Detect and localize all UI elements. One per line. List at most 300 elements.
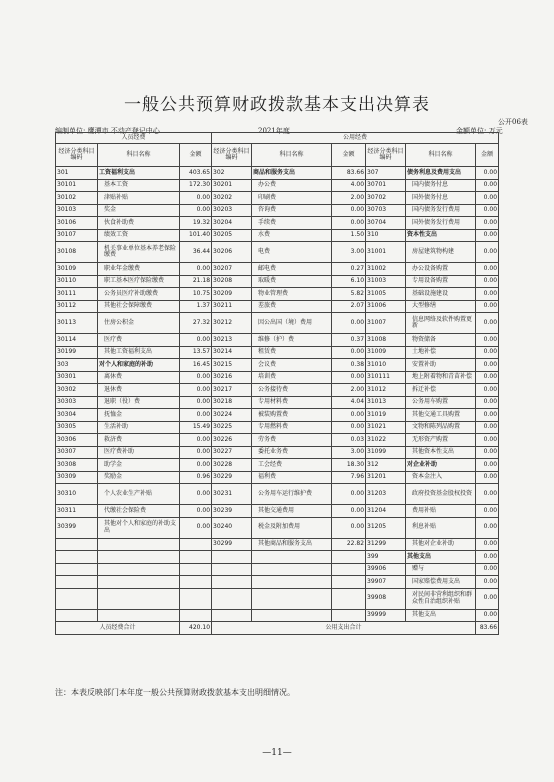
cell-code: 31205: [366, 517, 406, 538]
cell-amount: 0.00: [180, 434, 212, 447]
cell-code: 30107: [56, 229, 98, 242]
cell-name: 其他交通工具购置: [406, 409, 476, 422]
table-row: [56, 384, 499, 397]
table-row: [56, 609, 499, 622]
cell-amount: 0.00: [476, 288, 499, 301]
cell-code: 31002: [366, 263, 406, 276]
cell-name: 专用燃料费: [252, 421, 332, 434]
cell-code: [212, 563, 252, 576]
cell-code: 307: [366, 167, 406, 180]
cell-code: 30203: [212, 204, 252, 217]
cell-amount: 0.00: [476, 384, 499, 397]
cell-amount: 15.49: [180, 421, 212, 434]
cell-code: 30101: [56, 179, 98, 192]
cell-name: 医疗费补助: [98, 446, 180, 459]
cell-name: 基本工资: [98, 179, 180, 192]
table-row: [56, 192, 499, 205]
cell-name: 其他商品和服务支出: [252, 538, 332, 551]
cell-name: 对民间非营利组织和群众性自治组织补贴: [406, 588, 476, 609]
cell-name: [98, 588, 180, 609]
cell-code: 30111: [56, 288, 98, 301]
cell-code: 30225: [212, 421, 252, 434]
cell-amount: 6.10: [332, 275, 366, 288]
cell-name: 电费: [252, 242, 332, 263]
table-row: [56, 538, 499, 551]
cell-name: 印刷费: [252, 192, 332, 205]
cell-name: 救济费: [98, 434, 180, 447]
cell-code: 31001: [366, 242, 406, 263]
cell-name: 公务员医疗补助缴费: [98, 288, 180, 301]
cell-code: 30227: [212, 446, 252, 459]
cell-name: 其他工资福利支出: [98, 346, 180, 359]
cell-name: 伙食补助费: [98, 217, 180, 230]
cell-code: 31099: [366, 446, 406, 459]
cell-name: 职工基本医疗保险缴费: [98, 275, 180, 288]
cell-code: 30305: [56, 421, 98, 434]
cell-name: [252, 563, 332, 576]
table-row: [56, 471, 499, 484]
cell-amount: 4.00: [332, 179, 366, 192]
cell-name: 奖金: [98, 204, 180, 217]
table-row: [56, 359, 499, 372]
cell-name: 无形资产购置: [406, 434, 476, 447]
cell-amount: 0.00: [332, 409, 366, 422]
cell-amount: 0.00: [332, 217, 366, 230]
cell-amount: 0.38: [332, 359, 366, 372]
table-row: [56, 563, 499, 576]
cell-amount: 2.07: [332, 300, 366, 313]
cell-amount: 0.00: [476, 434, 499, 447]
cell-name: 大型修缮: [406, 300, 476, 313]
cell-amount: [332, 563, 366, 576]
cell-name: 资本性支出: [406, 229, 476, 242]
cell-code: 31005: [366, 288, 406, 301]
cell-amount: 0.00: [180, 459, 212, 472]
cell-amount: 83.66: [332, 167, 366, 180]
cell-amount: 0.37: [332, 334, 366, 347]
cell-name: 国外债务付息: [406, 192, 476, 205]
cell-amount: 403.65: [180, 167, 212, 180]
cell-name: 代缴社会保险费: [98, 505, 180, 518]
cell-code: 30399: [56, 517, 98, 538]
cell-amount: 0.00: [476, 300, 499, 313]
cell-amount: [180, 538, 212, 551]
cell-amount: 0.00: [180, 384, 212, 397]
cell-code: 30205: [212, 229, 252, 242]
cell-name: 安置补助: [406, 359, 476, 372]
header-code: 经济分类科目编码: [56, 144, 98, 167]
cell-name: 职业年金缴费: [98, 263, 180, 276]
cell-code: 30211: [212, 300, 252, 313]
cell-amount: 0.00: [476, 484, 499, 505]
cell-code: 30109: [56, 263, 98, 276]
cell-amount: 0.00: [332, 517, 366, 538]
cell-code: 31022: [366, 434, 406, 447]
cell-code: 30306: [56, 434, 98, 447]
cell-code: 30226: [212, 434, 252, 447]
cell-amount: 10.75: [180, 288, 212, 301]
cell-amount: 0.00: [332, 505, 366, 518]
cell-name: 债务利息及费用支出: [406, 167, 476, 180]
cell-code: 31012: [366, 384, 406, 397]
cell-name: [98, 563, 180, 576]
cell-amount: 0.00: [180, 517, 212, 538]
header-name: 科目名称: [98, 144, 180, 167]
personnel-total-value: 420.10: [180, 622, 212, 635]
cell-name: 费用补贴: [406, 505, 476, 518]
header-code: 经济分类科目编码: [212, 144, 252, 167]
table-row: [56, 588, 499, 609]
table-row: [56, 434, 499, 447]
cell-name: 国家赔偿费用支出: [406, 576, 476, 589]
cell-amount: 0.00: [332, 204, 366, 217]
cell-name: 其他资本性支出: [406, 446, 476, 459]
table-row: [56, 263, 499, 276]
cell-code: 30311: [56, 505, 98, 518]
table-row: [56, 576, 499, 589]
cell-amount: 22.82: [332, 538, 366, 551]
cell-code: 30201: [212, 179, 252, 192]
cell-amount: 0.00: [476, 409, 499, 422]
cell-amount: [332, 588, 366, 609]
cell-amount: 0.00: [476, 359, 499, 372]
cell-code: 30214: [212, 346, 252, 359]
header-amount: 金额: [180, 144, 212, 167]
table-row: [56, 517, 499, 538]
cell-name: 医疗费: [98, 334, 180, 347]
cell-code: 30231: [212, 484, 252, 505]
table-row: [56, 346, 499, 359]
cell-name: 奖励金: [98, 471, 180, 484]
cell-amount: 0.00: [476, 517, 499, 538]
cell-name: 住房公积金: [98, 313, 180, 334]
cell-code: 30103: [56, 204, 98, 217]
cell-name: 房屋建筑物构建: [406, 242, 476, 263]
cell-amount: 0.00: [332, 346, 366, 359]
cell-name: 维修（护）费: [252, 334, 332, 347]
cell-name: 国内债务发行费用: [406, 204, 476, 217]
cell-code: 30299: [212, 538, 252, 551]
cell-code: 30228: [212, 459, 252, 472]
cell-name: 土地补偿: [406, 346, 476, 359]
totals-row: [56, 622, 499, 635]
cell-name: 水费: [252, 229, 332, 242]
cell-code: 31013: [366, 396, 406, 409]
cell-name: 福利费: [252, 471, 332, 484]
table-row: [56, 371, 499, 384]
cell-amount: 0.00: [476, 396, 499, 409]
cell-amount: 0.00: [180, 484, 212, 505]
table-row: [56, 179, 499, 192]
cell-amount: 0.00: [476, 192, 499, 205]
table-row: [56, 300, 499, 313]
cell-amount: [332, 576, 366, 589]
cell-name: [252, 551, 332, 564]
cell-code: 30106: [56, 217, 98, 230]
cell-code: 31009: [366, 346, 406, 359]
cell-code: 30307: [56, 446, 98, 459]
cell-name: [252, 588, 332, 609]
footnote: 注：本表反映部门本年度一般公共预算财政拨款基本支出明细情况。: [55, 688, 295, 697]
cell-name: 公务用车购置: [406, 396, 476, 409]
cell-name: 机关事业单位基本养老保险缴费: [98, 242, 180, 263]
cell-amount: 0.00: [476, 551, 499, 564]
cell-code: 30108: [56, 242, 98, 263]
cell-name: 公务接待费: [252, 384, 332, 397]
cell-amount: 101.40: [180, 229, 212, 242]
table-row: [56, 334, 499, 347]
cell-name: 办公设备购置: [406, 263, 476, 276]
cell-amount: 0.00: [476, 371, 499, 384]
cell-amount: 0.00: [180, 396, 212, 409]
table-row: [56, 288, 499, 301]
cell-name: 生活补助: [98, 421, 180, 434]
cell-amount: 1.37: [180, 300, 212, 313]
cell-code: 303: [56, 359, 98, 372]
cell-name: 手续费: [252, 217, 332, 230]
cell-name: 津贴补贴: [98, 192, 180, 205]
cell-name: 被装购置费: [252, 409, 332, 422]
table-row: [56, 242, 499, 263]
cell-code: 31299: [366, 538, 406, 551]
cell-code: 30199: [56, 346, 98, 359]
public-total-value: 83.66: [476, 622, 499, 635]
cell-amount: 0.00: [180, 263, 212, 276]
cell-code: 30216: [212, 371, 252, 384]
table-row: [56, 505, 499, 518]
cell-code: 30309: [56, 471, 98, 484]
table-row: [56, 204, 499, 217]
cell-name: 赠与: [406, 563, 476, 576]
header-personnel: 人员经费: [56, 133, 212, 144]
cell-amount: 0.00: [180, 192, 212, 205]
cell-name: [252, 609, 332, 622]
cell-name: 抚恤金: [98, 409, 180, 422]
cell-name: 对企业补助: [406, 459, 476, 472]
cell-amount: 0.00: [180, 204, 212, 217]
cell-amount: 18.30: [332, 459, 366, 472]
cell-amount: 0.96: [180, 471, 212, 484]
cell-amount: 36.44: [180, 242, 212, 263]
cell-name: [252, 576, 332, 589]
cell-code: 39906: [366, 563, 406, 576]
cell-amount: 16.45: [180, 359, 212, 372]
cell-code: 31021: [366, 421, 406, 434]
cell-name: 因公出国（境）费用: [252, 313, 332, 334]
cell-amount: 19.32: [180, 217, 212, 230]
cell-code: 30206: [212, 242, 252, 263]
cell-code: 30308: [56, 459, 98, 472]
cell-name: 咨询费: [252, 204, 332, 217]
cell-code: 30703: [366, 204, 406, 217]
cell-code: 30112: [56, 300, 98, 313]
amount-unit: 金额单位: 万元: [456, 127, 503, 135]
cell-amount: 0.00: [476, 167, 499, 180]
cell-amount: 0.00: [476, 313, 499, 334]
cell-name: 文物和陈列品购置: [406, 421, 476, 434]
cell-code: 302: [212, 167, 252, 180]
cell-amount: 13.57: [180, 346, 212, 359]
cell-amount: 172.30: [180, 179, 212, 192]
cell-name: 取暖费: [252, 275, 332, 288]
cell-code: 31006: [366, 300, 406, 313]
cell-name: 其他社会保障缴费: [98, 300, 180, 313]
cell-name: 利息补贴: [406, 517, 476, 538]
cell-code: [212, 588, 252, 609]
page-title: 一般公共预算财政拨款基本支出决算表: [124, 95, 430, 115]
cell-amount: 0.00: [476, 576, 499, 589]
unit-label: 编制单位: 鹰潭市 不动产登记中心: [55, 127, 160, 135]
cell-name: 其他支出: [406, 609, 476, 622]
cell-code: 30304: [56, 409, 98, 422]
cell-amount: 0.00: [476, 563, 499, 576]
cell-name: 拆迁补偿: [406, 384, 476, 397]
cell-name: 商品和服务支出: [252, 167, 332, 180]
cell-code: 310111: [366, 371, 406, 384]
cell-amount: 0.00: [180, 409, 212, 422]
cell-code: 310: [366, 229, 406, 242]
cell-code: [212, 609, 252, 622]
table-row: [56, 551, 499, 564]
cell-name: 专用材料费: [252, 396, 332, 409]
cell-name: 劳务费: [252, 434, 332, 447]
cell-amount: 0.00: [180, 371, 212, 384]
cell-amount: 0.00: [476, 204, 499, 217]
cell-amount: [332, 609, 366, 622]
public-total-label: 公用支出合计: [212, 622, 476, 635]
cell-code: 31201: [366, 471, 406, 484]
cell-code: 30212: [212, 313, 252, 334]
cell-code: 30239: [212, 505, 252, 518]
cell-amount: 0.00: [476, 538, 499, 551]
cell-amount: 0.00: [476, 217, 499, 230]
cell-amount: 5.82: [332, 288, 366, 301]
cell-code: 30207: [212, 263, 252, 276]
cell-code: 31007: [366, 313, 406, 334]
cell-name: 基础设施建设: [406, 288, 476, 301]
cell-amount: 2.00: [332, 192, 366, 205]
cell-amount: [180, 551, 212, 564]
cell-amount: 0.00: [332, 371, 366, 384]
cell-amount: 0.00: [332, 421, 366, 434]
cell-amount: 0.00: [476, 471, 499, 484]
cell-amount: 0.00: [476, 459, 499, 472]
cell-amount: 0.00: [476, 346, 499, 359]
cell-amount: 0.00: [476, 505, 499, 518]
cell-code: 30202: [212, 192, 252, 205]
cell-amount: [180, 588, 212, 609]
cell-amount: 0.00: [476, 609, 499, 622]
cell-code: 30204: [212, 217, 252, 230]
cell-name: 邮电费: [252, 263, 332, 276]
cell-name: [98, 576, 180, 589]
cell-amount: 0.00: [180, 446, 212, 459]
cell-code: [56, 588, 98, 609]
cell-code: 31204: [366, 505, 406, 518]
cell-name: 退职（役）费: [98, 396, 180, 409]
cell-code: 30215: [212, 359, 252, 372]
cell-name: 公务用车运行维护费: [252, 484, 332, 505]
cell-amount: 0.00: [476, 588, 499, 609]
cell-amount: 27.32: [180, 313, 212, 334]
cell-name: 其他对企业补助: [406, 538, 476, 551]
year-label: 2021年度: [258, 127, 290, 135]
cell-code: 30102: [56, 192, 98, 205]
cell-code: 30110: [56, 275, 98, 288]
cell-code: 39908: [366, 588, 406, 609]
cell-code: 312: [366, 459, 406, 472]
cell-amount: 0.00: [476, 263, 499, 276]
cell-name: 个人农业生产补贴: [98, 484, 180, 505]
cell-code: 31008: [366, 334, 406, 347]
cell-name: 物资储备: [406, 334, 476, 347]
cell-name: 信息网络及软件购置更新: [406, 313, 476, 334]
cell-name: 委托业务费: [252, 446, 332, 459]
cell-name: 工会经费: [252, 459, 332, 472]
header-amount: 金额: [476, 144, 499, 167]
cell-name: 助学金: [98, 459, 180, 472]
cell-code: 30114: [56, 334, 98, 347]
cell-code: [56, 551, 98, 564]
cell-name: 物业管理费: [252, 288, 332, 301]
table-row: [56, 446, 499, 459]
header-name: 科目名称: [252, 144, 332, 167]
cell-code: 31019: [366, 409, 406, 422]
cell-code: 30218: [212, 396, 252, 409]
table-row: [56, 229, 499, 242]
cell-code: [56, 576, 98, 589]
cell-amount: 7.96: [332, 471, 366, 484]
cell-amount: 4.04: [332, 396, 366, 409]
cell-code: [212, 551, 252, 564]
cell-code: 39999: [366, 609, 406, 622]
cell-name: 离休费: [98, 371, 180, 384]
cell-amount: 0.00: [476, 334, 499, 347]
cell-amount: [332, 551, 366, 564]
cell-amount: 0.00: [332, 313, 366, 334]
cell-name: 对个人和家庭的补助: [98, 359, 180, 372]
cell-name: 地上附着物和青苗补偿: [406, 371, 476, 384]
table-row: [56, 313, 499, 334]
cell-amount: [180, 563, 212, 576]
cell-code: 30217: [212, 384, 252, 397]
cell-code: 30209: [212, 288, 252, 301]
cell-code: [212, 576, 252, 589]
cell-name: 资本金注入: [406, 471, 476, 484]
cell-code: 30303: [56, 396, 98, 409]
cell-code: 31003: [366, 275, 406, 288]
table-row: [56, 459, 499, 472]
cell-code: 31203: [366, 484, 406, 505]
header-public: 公用经费: [212, 133, 499, 144]
cell-name: 办公费: [252, 179, 332, 192]
cell-amount: 0.00: [476, 229, 499, 242]
cell-name: 专用设备购置: [406, 275, 476, 288]
cell-code: 399: [366, 551, 406, 564]
cell-code: [56, 563, 98, 576]
cell-amount: 0.00: [180, 334, 212, 347]
cell-name: 其他对个人和家庭的补助支出: [98, 517, 180, 538]
header-amount: 金额: [332, 144, 366, 167]
cell-code: 30113: [56, 313, 98, 334]
table-row: [56, 275, 499, 288]
table-row: [56, 484, 499, 505]
cell-name: 绩效工资: [98, 229, 180, 242]
cell-name: 政府投资基金股权投资: [406, 484, 476, 505]
cell-name: [98, 551, 180, 564]
cell-amount: 2.00: [332, 384, 366, 397]
expenditure-table: [55, 132, 499, 635]
